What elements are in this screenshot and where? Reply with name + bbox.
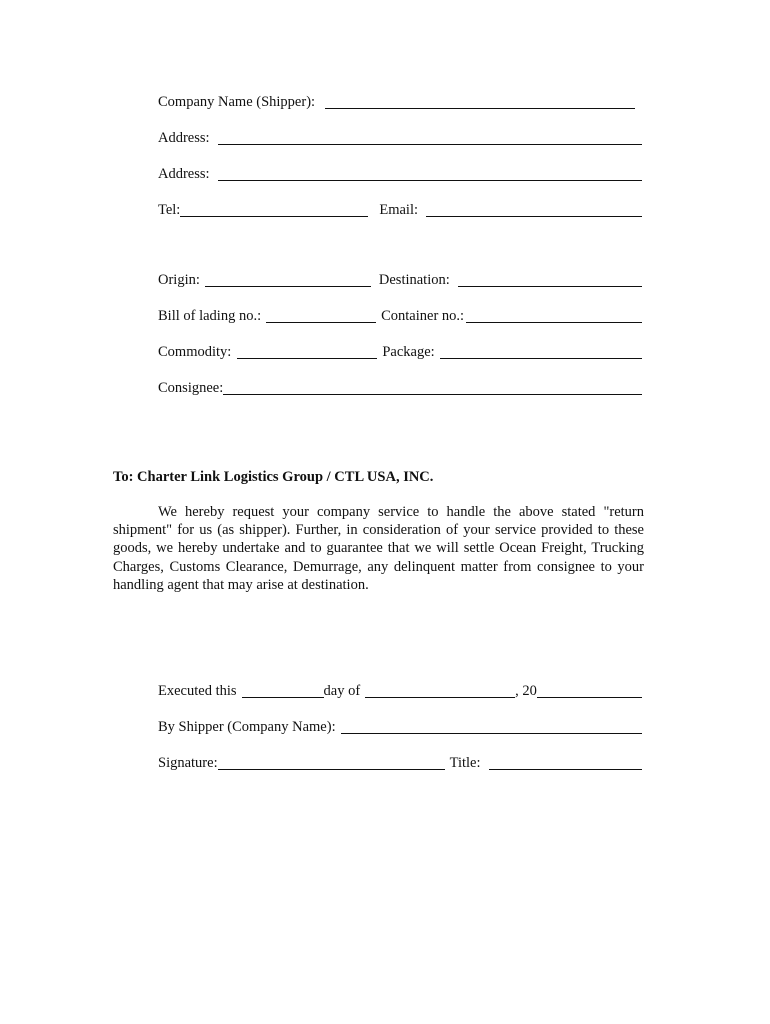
consignee-label: Consignee: — [158, 380, 224, 396]
origin-destination-row — [158, 270, 642, 290]
bill-of-lading-field[interactable] — [266, 322, 376, 323]
signature-label: Signature: — [158, 755, 218, 771]
day-of-label: day of — [323, 683, 361, 699]
letter-body: We hereby request your company service to handle the above stated "return shipment" for us (as shipper). Further, in consideration of your service provided to these goods, we hereby undertake and to guarantee that we will settle Ocean Freight, Trucking Charges, Customs Clearance, Demurrage, any delinquent matter from consignee to your handling agent that may arise at destination. — [113, 504, 644, 593]
by-shipper-field[interactable] — [341, 733, 642, 734]
address-label-1: Address: — [158, 130, 210, 146]
by-shipper-row — [158, 717, 642, 737]
bill-of-lading-label: Bill of lading no.: — [158, 308, 262, 324]
title-field[interactable] — [489, 769, 642, 770]
email-field[interactable] — [426, 216, 642, 217]
destination-label: Destination: — [378, 272, 450, 288]
signature-field[interactable] — [218, 769, 445, 770]
package-label: Package: — [382, 344, 435, 360]
company-name-label: Company Name (Shipper): — [158, 94, 316, 110]
package-field[interactable] — [440, 358, 642, 359]
executed-year-field[interactable] — [537, 697, 642, 698]
executed-row — [158, 681, 642, 701]
commodity-package-row — [158, 342, 642, 362]
by-shipper-label: By Shipper (Company Name): — [158, 719, 336, 735]
commodity-field[interactable] — [237, 358, 377, 359]
address-field-1[interactable] — [218, 144, 642, 145]
letter-addressee: To: Charter Link Logistics Group / CTL USA, INC. — [113, 469, 434, 485]
address-row-2 — [158, 164, 642, 184]
destination-field[interactable] — [458, 286, 642, 287]
tel-email-row — [158, 200, 642, 220]
commodity-label: Commodity: — [158, 344, 232, 360]
tel-label: Tel: — [158, 202, 181, 218]
title-label: Title: — [449, 755, 481, 771]
executed-month-field[interactable] — [365, 697, 515, 698]
origin-label: Origin: — [158, 272, 200, 288]
origin-field[interactable] — [205, 286, 371, 287]
consignee-field[interactable] — [223, 394, 642, 395]
bol-container-row — [158, 306, 642, 326]
signature-row — [158, 753, 642, 773]
email-label: Email: — [379, 202, 419, 218]
company-name-field[interactable] — [325, 108, 635, 109]
address-row-1 — [158, 128, 642, 148]
container-field[interactable] — [466, 322, 642, 323]
address-label-2: Address: — [158, 166, 210, 182]
consignee-row — [158, 378, 642, 398]
executed-label: Executed this — [158, 683, 237, 699]
tel-field[interactable] — [180, 216, 368, 217]
year-label: , 20 — [515, 683, 537, 699]
address-field-2[interactable] — [218, 180, 642, 181]
executed-day-field[interactable] — [242, 697, 324, 698]
container-label: Container no.: — [381, 308, 465, 324]
company-name-row — [158, 92, 642, 112]
